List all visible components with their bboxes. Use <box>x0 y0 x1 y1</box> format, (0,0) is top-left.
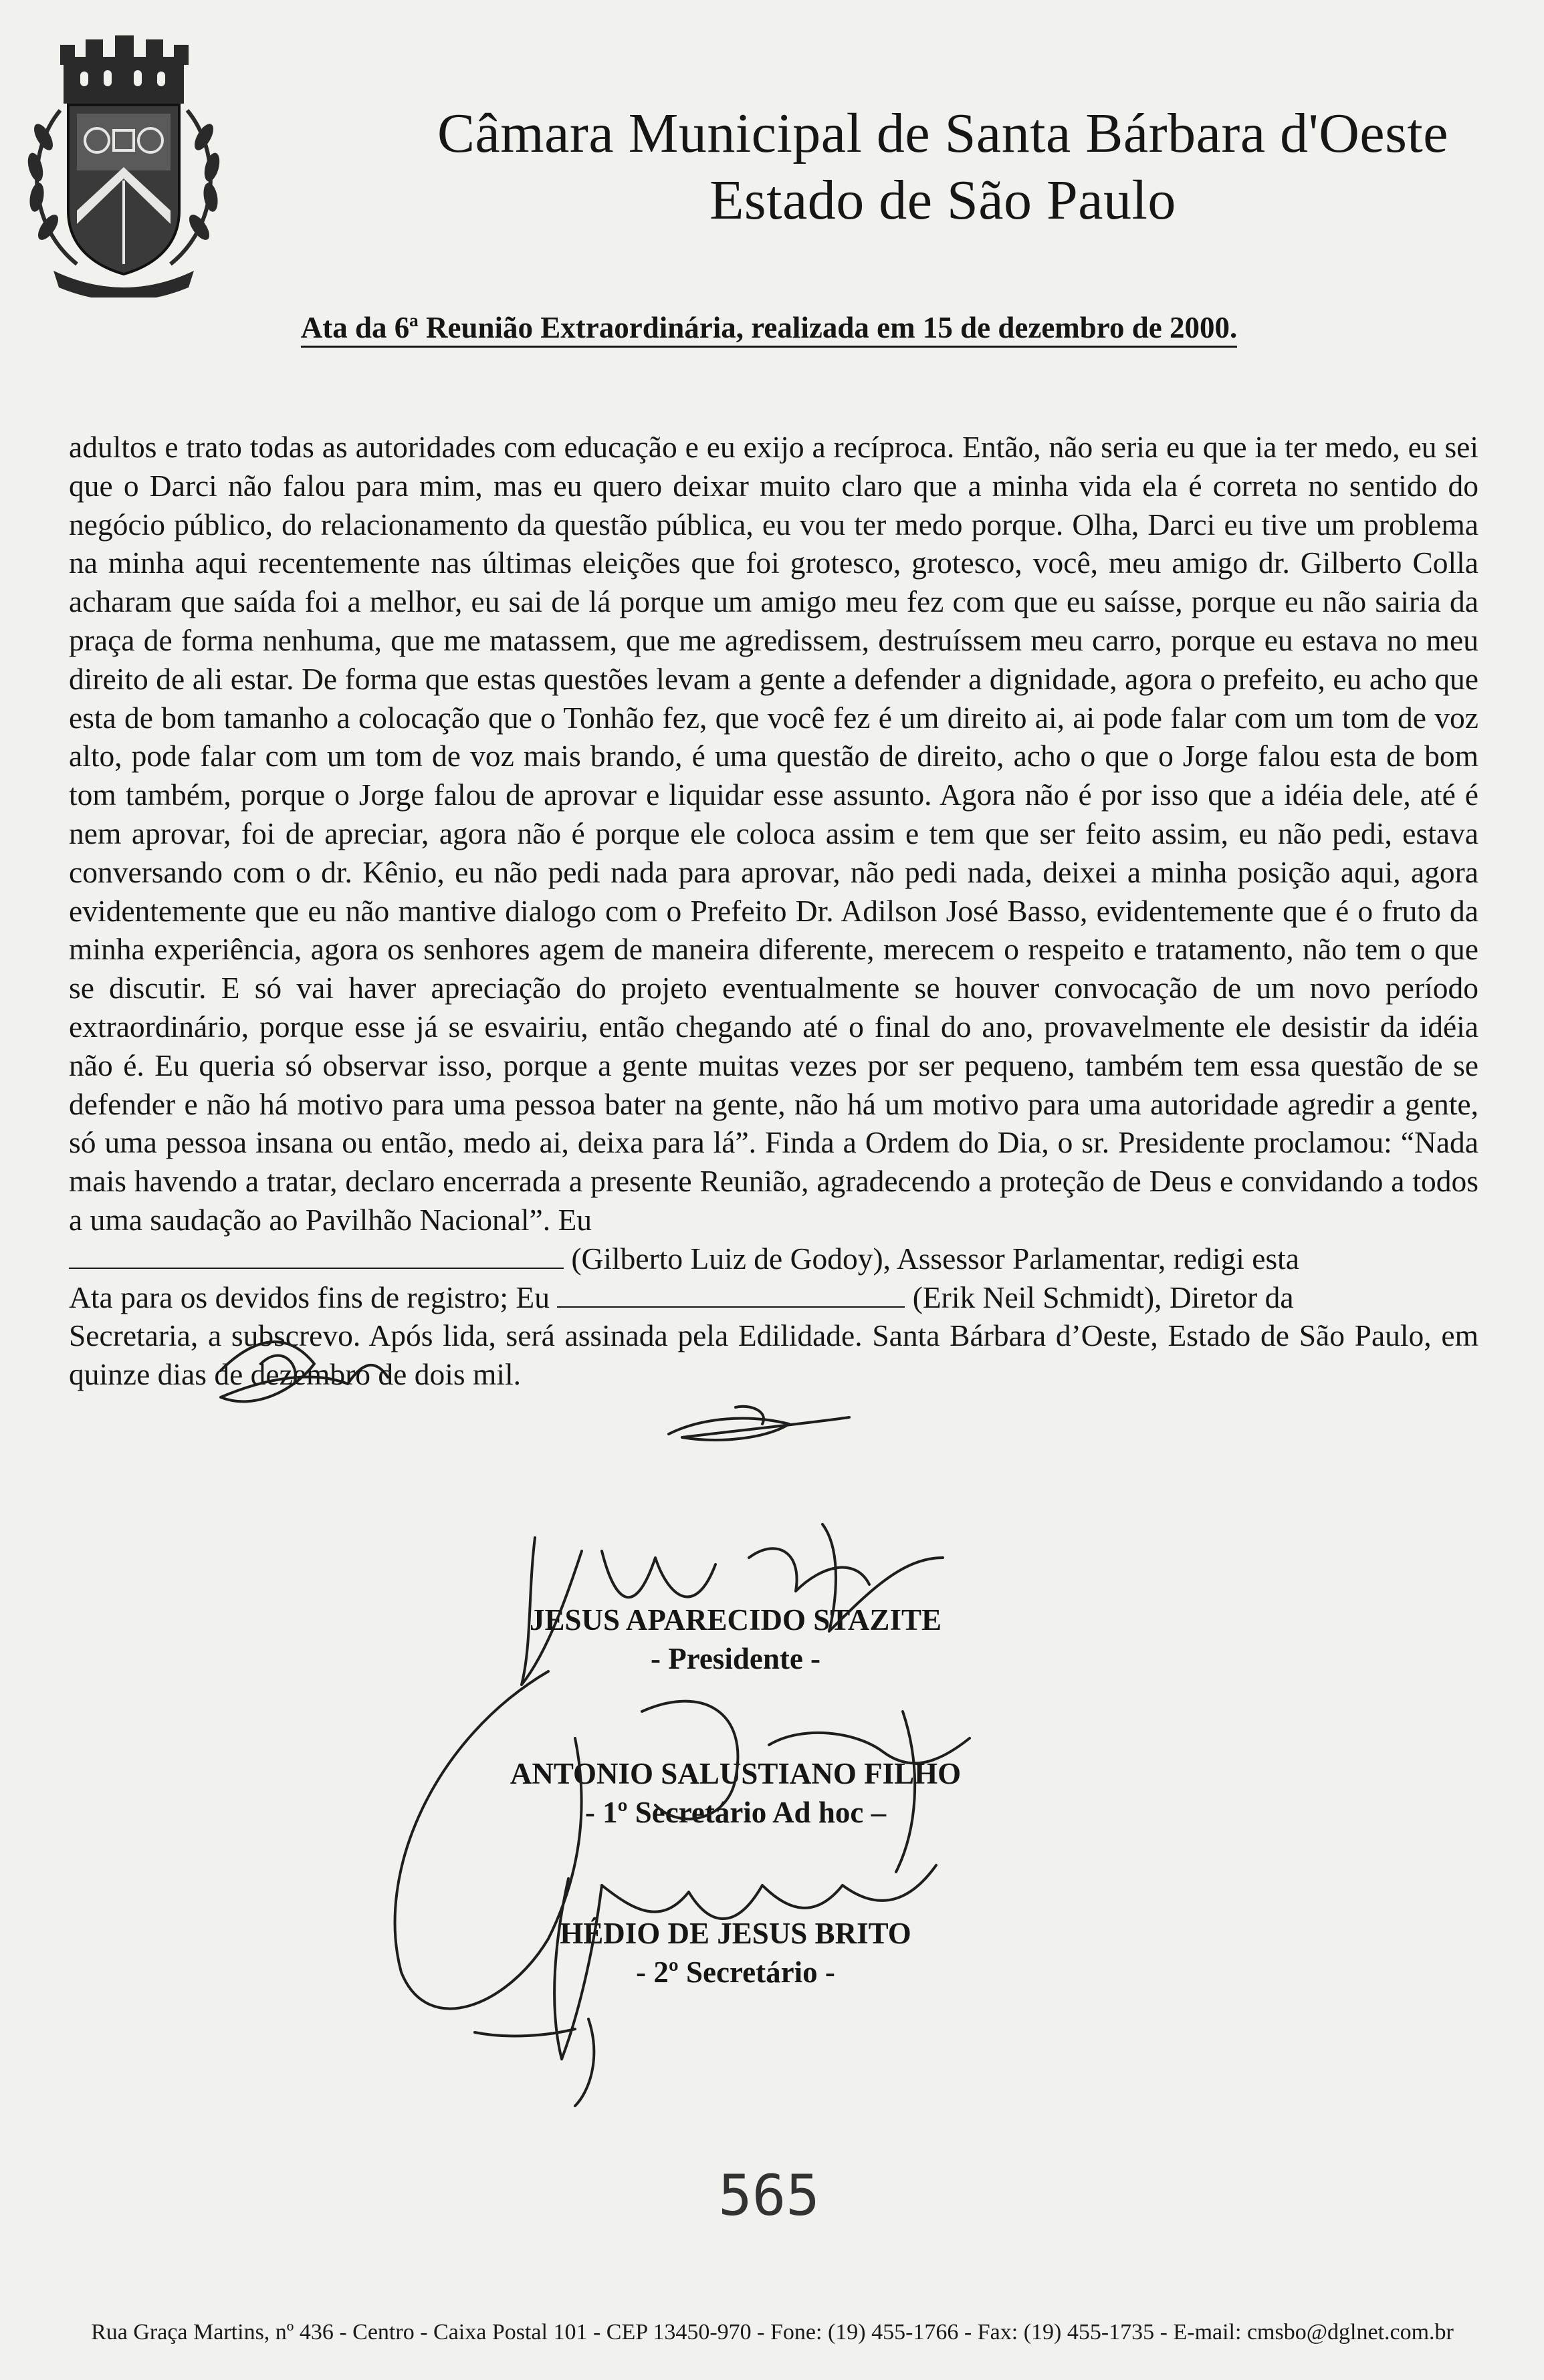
closing-text-1: (Gilberto Luiz de Godoy), Assessor Parlamentar, redigi esta <box>571 1241 1299 1276</box>
signature-blank-2 <box>557 1281 905 1308</box>
body-paragraph: adultos e trato todas as autoridades com educação e eu exijo a recíproca. Então, não seria eu que ia ter medo, eu sei que o Darci não falou para mim, mas eu quero deixar muito claro que a minha vida ela é correta no sentido do negócio público, do relacionamento da questão pública, eu vou ter medo porque. Olha, Darci eu tive um problema na minha aqui recentemente nas últimas eleições que foi grotesco, grotesco, você, meu amigo dr. Gilberto Colla acharam que saída foi a melhor, eu sai de lá porque um amigo meu fez com que eu saísse, porque eu não sairia da praça de forma nenhuma, que me matassem, que me agredissem, destruíssem meu carro, porque eu estava no meu direito de ali estar. De forma que estas questões levam a gente a defender a dignidade, agora o prefeito, eu acho que esta de bom tamanho a colocação que o Tonhão fez, que você fez é um direito ai, ai pode falar com um tom de voz alto, pode falar com um tom de voz mais brando, é uma questão de direito, acho o que o Jorge falou esta de bom tom também, porque o Jorge falou de aprovar e liquidar esse assunto. Agora não é por isso que a idéia dele, até é nem aprovar, foi de apreciar, agora não é porque ele coloca assim e tem que ser feito assim, eu não pedi, estava conversando com o dr. Kênio, eu não pedi nada para aprovar, não pedi nada, deixei a minha posição aqui, agora evidentemente que eu não mantive dialogo com o Prefeito Dr. Adilson José Basso, evidentemente que é o fruto da minha experiência, agora os senhores agem de maneira diferente, merecem o respeito e tratamento, não tem o que se discutir. E só vai haver apreciação do projeto eventualmente se houver convocação de um novo período extraordinário, porque esse já se esvairiu, então chegando até o final do ano, provavelmente ele desistir da idéia não é. Eu queria só observar isso, porque a gente muitas vezes por ser pequeno, também tem essa questão de se defender e não há motivo para uma pessoa bater na gente, não há um motivo para uma autoridade agredir a gente, só uma pessoa insana ou então, medo ai, deixa para lá”. Finda a Ordem do Dia, o sr. Presidente proclamou: “Nada mais havendo a tratar, declaro encerrada a presente Reunião, agradecendo a proteção de Deus e convidando a todos a uma saudação ao Pavilhão Nacional”. Eu <box>69 430 1478 1237</box>
closing-text-3: (Erik Neil Schmidt), Diretor da <box>912 1280 1294 1314</box>
signatory-role: - 1º Secretário Ad hoc – <box>584 1796 887 1829</box>
page-number: 565 <box>718 2163 820 2228</box>
minutes-body <box>69 428 1478 1394</box>
organization-header <box>374 100 1511 234</box>
municipal-coat-of-arms-icon <box>13 30 234 298</box>
signatory-name: ANTONIO SALUSTIANO FILHO <box>510 1757 962 1790</box>
closing-line-1 <box>69 1239 1478 1278</box>
signatory-president <box>401 1600 1070 1678</box>
organization-name: Câmara Municipal de Santa Bárbara d'Oeste <box>437 102 1449 164</box>
footer-address: Rua Graça Martins, nº 436 - Centro - Caixa Postal 101 - CEP 13450-970 - Fone: (19) 455-1766 - Fax: (19) 455-1735 - E-mail: cmsbo@dglnet.com.br <box>91 2320 1454 2345</box>
signature-blank-1 <box>69 1242 564 1269</box>
minutes-title-text: Ata da 6ª Reunião Extraordinária, realizada em 15 de dezembro de 2000. <box>301 311 1237 348</box>
signatory-second-secretary <box>401 1914 1070 1992</box>
signatory-first-secretary <box>401 1754 1070 1832</box>
organization-state: Estado de São Paulo <box>709 169 1176 231</box>
closing-line-2 <box>69 1278 1478 1317</box>
signatory-name: JESUS APARECIDO STAZITE <box>529 1603 942 1637</box>
minutes-title <box>67 309 1471 346</box>
closing-line-3: Secretaria, a subscrevo. Após lida, será assinada pela Edilidade. Santa Bárbara d’Oeste, Estado de São Paulo, em quinze dias de dezembro de dois mil. <box>69 1318 1478 1392</box>
signatory-role: - 2º Secretário - <box>636 1955 835 1989</box>
closing-text-2: Ata para os devidos fins de registro; Eu <box>69 1280 550 1314</box>
signatory-name: HÉDIO DE JESUS BRITO <box>560 1917 911 1950</box>
signatory-role: - Presidente - <box>650 1642 821 1675</box>
